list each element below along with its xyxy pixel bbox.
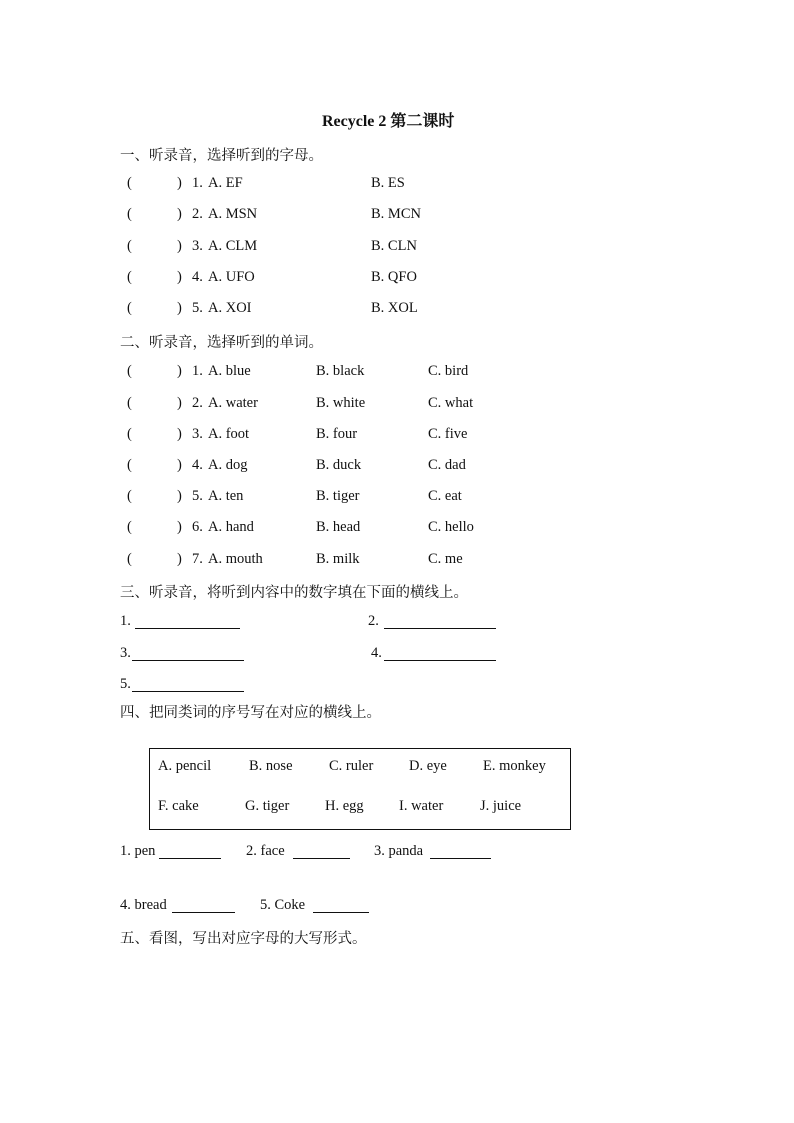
item-number: 1. bbox=[192, 175, 203, 191]
answer-paren-open: ( bbox=[127, 395, 132, 411]
item-number: 3. bbox=[192, 238, 203, 254]
answer-paren-close: ) bbox=[177, 488, 182, 504]
answer-paren-close: ) bbox=[177, 551, 182, 567]
option-b: B. XOL bbox=[371, 300, 418, 316]
answer-paren-close: ) bbox=[177, 457, 182, 473]
fill-in-blank[interactable] bbox=[132, 646, 244, 661]
option-c: C. hello bbox=[428, 519, 474, 535]
fill-in-blank[interactable] bbox=[384, 646, 496, 661]
option-b: B. MCN bbox=[371, 206, 421, 222]
option-a: A. hand bbox=[208, 519, 254, 535]
category-question: 3. panda bbox=[374, 843, 424, 859]
option-b: B. tiger bbox=[316, 488, 360, 504]
option-a: A. mouth bbox=[208, 551, 263, 567]
answer-paren-close: ) bbox=[177, 206, 182, 222]
option-a: A. UFO bbox=[208, 269, 255, 285]
word-bank-option: A. pencil bbox=[158, 758, 212, 774]
answer-paren-open: ( bbox=[127, 457, 132, 473]
option-b: B. black bbox=[316, 363, 365, 379]
item-number: 2. bbox=[192, 206, 203, 222]
answer-paren-open: ( bbox=[127, 426, 132, 442]
option-b: B. ES bbox=[371, 175, 405, 191]
option-c: C. what bbox=[428, 395, 474, 411]
fill-in-blank[interactable] bbox=[293, 844, 350, 859]
option-a: A. dog bbox=[208, 457, 248, 473]
word-bank-option: H. egg bbox=[325, 798, 364, 814]
option-c: C. bird bbox=[428, 363, 469, 379]
option-a: A. blue bbox=[208, 363, 251, 379]
blank-label: 5. bbox=[120, 676, 131, 692]
category-question: 2. face bbox=[246, 843, 285, 859]
option-a: A. ten bbox=[208, 488, 244, 504]
category-question: 5. Coke bbox=[260, 897, 306, 913]
item-number: 2. bbox=[192, 395, 203, 411]
option-a: A. CLM bbox=[208, 238, 258, 254]
answer-paren-close: ) bbox=[177, 269, 182, 285]
answer-paren-close: ) bbox=[177, 238, 182, 254]
blank-label: 1. bbox=[120, 613, 131, 629]
item-number: 5. bbox=[192, 300, 203, 316]
item-number: 7. bbox=[192, 551, 203, 567]
answer-paren-close: ) bbox=[177, 426, 182, 442]
blank-label: 3. bbox=[120, 645, 131, 661]
option-a: A. foot bbox=[208, 426, 250, 442]
word-bank-option: G. tiger bbox=[245, 798, 290, 814]
item-number: 5. bbox=[192, 488, 203, 504]
fill-in-blank[interactable] bbox=[172, 898, 235, 913]
option-a: A. EF bbox=[208, 175, 243, 191]
section-3-heading: 三、听录音，将听到内容中的数字填在下面的横线上。 bbox=[120, 585, 468, 601]
section-2-heading: 二、听录音，选择听到的单词。 bbox=[120, 335, 323, 351]
item-number: 1. bbox=[192, 363, 203, 379]
option-a: A. XOI bbox=[208, 300, 252, 316]
option-b: B. CLN bbox=[371, 238, 417, 254]
fill-in-blank[interactable] bbox=[132, 677, 244, 692]
option-c: C. eat bbox=[428, 488, 462, 504]
answer-paren-open: ( bbox=[127, 175, 132, 191]
option-b: B. white bbox=[316, 395, 366, 411]
option-a: A. MSN bbox=[208, 206, 258, 222]
option-b: B. duck bbox=[316, 457, 362, 473]
fill-in-blank[interactable] bbox=[159, 844, 221, 859]
option-c: C. dad bbox=[428, 457, 466, 473]
option-c: C. five bbox=[428, 426, 468, 442]
answer-paren-open: ( bbox=[127, 519, 132, 535]
category-question: 1. pen bbox=[120, 843, 156, 859]
word-bank-option: C. ruler bbox=[329, 758, 374, 774]
answer-paren-close: ) bbox=[177, 300, 182, 316]
word-bank-option: F. cake bbox=[158, 798, 199, 814]
answer-paren-close: ) bbox=[177, 175, 182, 191]
option-b: B. head bbox=[316, 519, 361, 535]
answer-paren-open: ( bbox=[127, 551, 132, 567]
answer-paren-close: ) bbox=[177, 363, 182, 379]
item-number: 4. bbox=[192, 457, 203, 473]
word-bank-option: B. nose bbox=[249, 758, 293, 774]
fill-in-blank[interactable] bbox=[384, 614, 496, 629]
option-b: B. milk bbox=[316, 551, 360, 567]
word-bank-option: D. eye bbox=[409, 758, 447, 774]
option-c: C. me bbox=[428, 551, 463, 567]
word-bank-option: J. juice bbox=[480, 798, 522, 814]
item-number: 6. bbox=[192, 519, 203, 535]
option-b: B. QFO bbox=[371, 269, 417, 285]
option-a: A. water bbox=[208, 395, 258, 411]
category-question: 4. bread bbox=[120, 897, 167, 913]
blank-label: 4. bbox=[371, 645, 382, 661]
fill-in-blank[interactable] bbox=[430, 844, 491, 859]
answer-paren-open: ( bbox=[127, 488, 132, 504]
fill-in-blank[interactable] bbox=[313, 898, 369, 913]
fill-in-blank[interactable] bbox=[135, 614, 240, 629]
answer-paren-close: ) bbox=[177, 395, 182, 411]
page-title: Recycle 2 第二课时 bbox=[322, 113, 455, 130]
answer-paren-open: ( bbox=[127, 238, 132, 254]
answer-paren-open: ( bbox=[127, 363, 132, 379]
item-number: 3. bbox=[192, 426, 203, 442]
word-bank-option: I. water bbox=[399, 798, 444, 814]
option-b: B. four bbox=[316, 426, 358, 442]
word-bank-option: E. monkey bbox=[483, 758, 546, 774]
section-4-heading: 四、把同类词的序号写在对应的横线上。 bbox=[120, 705, 381, 721]
section-5-heading: 五、看图，写出对应字母的大写形式。 bbox=[120, 931, 367, 947]
answer-paren-open: ( bbox=[127, 269, 132, 285]
blank-label: 2. bbox=[368, 613, 379, 629]
answer-paren-close: ) bbox=[177, 519, 182, 535]
section-1-heading: 一、听录音，选择听到的字母。 bbox=[120, 148, 323, 164]
answer-paren-open: ( bbox=[127, 300, 132, 316]
item-number: 4. bbox=[192, 269, 203, 285]
answer-paren-open: ( bbox=[127, 206, 132, 222]
